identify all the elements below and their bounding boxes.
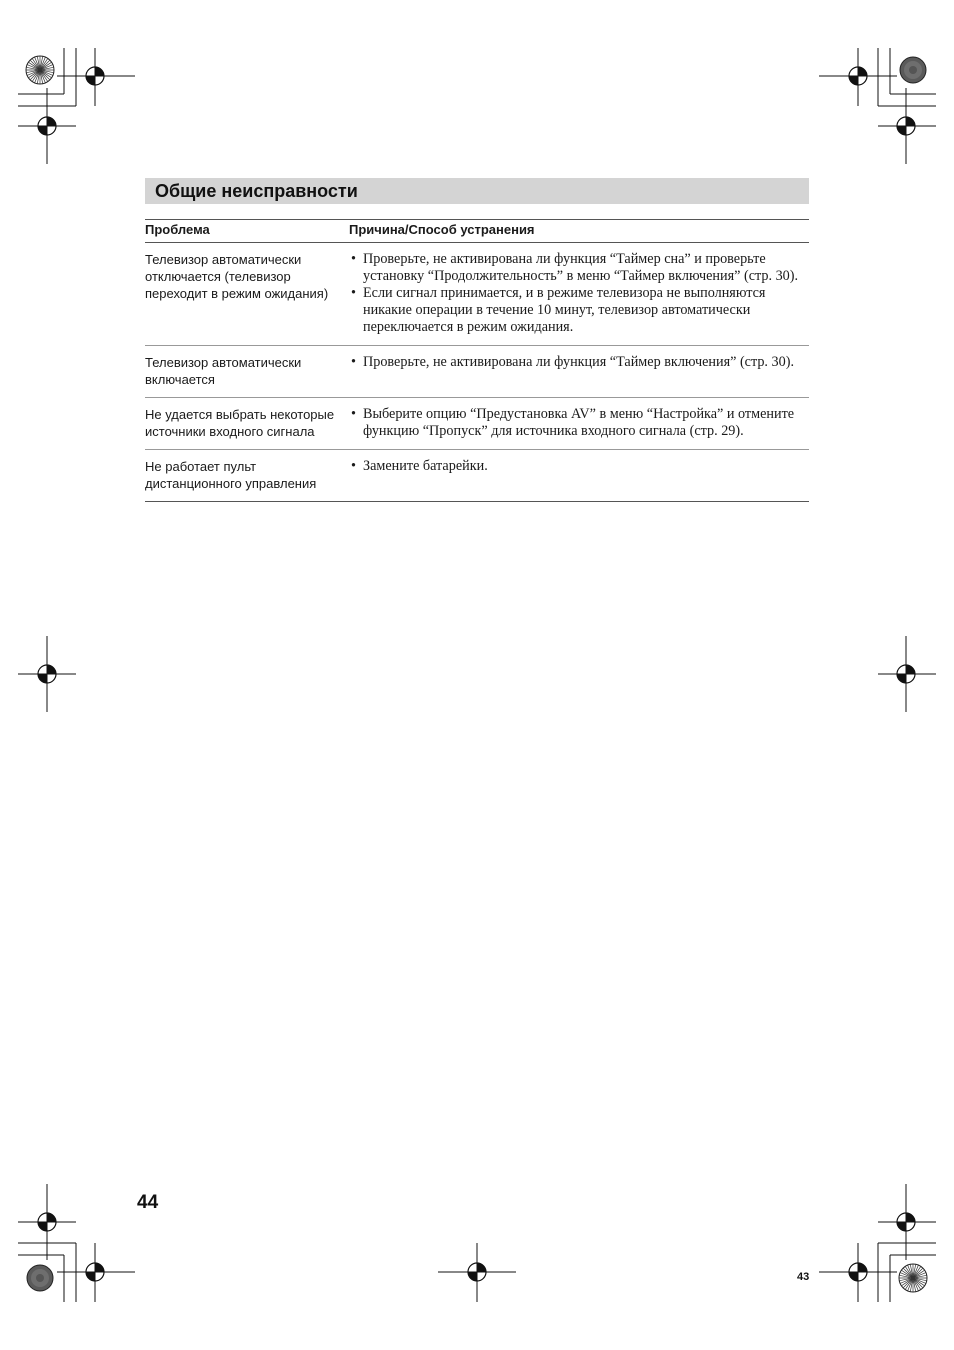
problem-cell: Не удается выбрать некоторые источники входного сигнала [145,398,349,450]
problem-cell: Телевизор автоматически отключается (телевизор переходит в режим ожидания) [145,252,329,301]
solution-item: • Выберите опцию “Предустановка AV” в меню “Настройка” и отмените функцию “Пропуск” для источника входного сигнала (стр. 29). [349,406,809,440]
solution-item: • Замените батарейки. [349,458,809,475]
problem-cell: Не работает пульт дистанционного управления [145,450,349,502]
print-folio-number: 43 [797,1271,810,1283]
table-header-row [145,220,809,243]
troubleshooting-table [145,219,809,502]
column-header-problem: Проблема [145,220,349,243]
table-row [145,346,809,398]
solution-cell [349,243,809,346]
solution-cell [349,346,809,398]
solution-cell [349,398,809,450]
table-row [145,398,809,450]
table-row [145,450,809,502]
section-title: Общие неисправности [145,178,809,204]
page-number: 44 [137,1192,159,1213]
solution-item: • Проверьте, не активирована ли функция “Таймер включения” (стр. 30). [349,354,809,371]
table-row [145,243,809,346]
column-header-solution: Причина/Способ устранения [349,220,809,243]
solution-cell [349,450,809,502]
solution-item: • Проверьте, не активирована ли функция “Таймер сна” и проверьте установку “Продолжительность” в меню “Таймер включения” (стр. 30). [349,251,809,285]
problem-cell: Телевизор автоматически включается [145,346,349,398]
solution-item: • Если сигнал принимается, и в режиме телевизора не выполняются никакие операции в течение 10 минут, телевизор автоматически переключается в режим ожидания. [349,285,809,336]
